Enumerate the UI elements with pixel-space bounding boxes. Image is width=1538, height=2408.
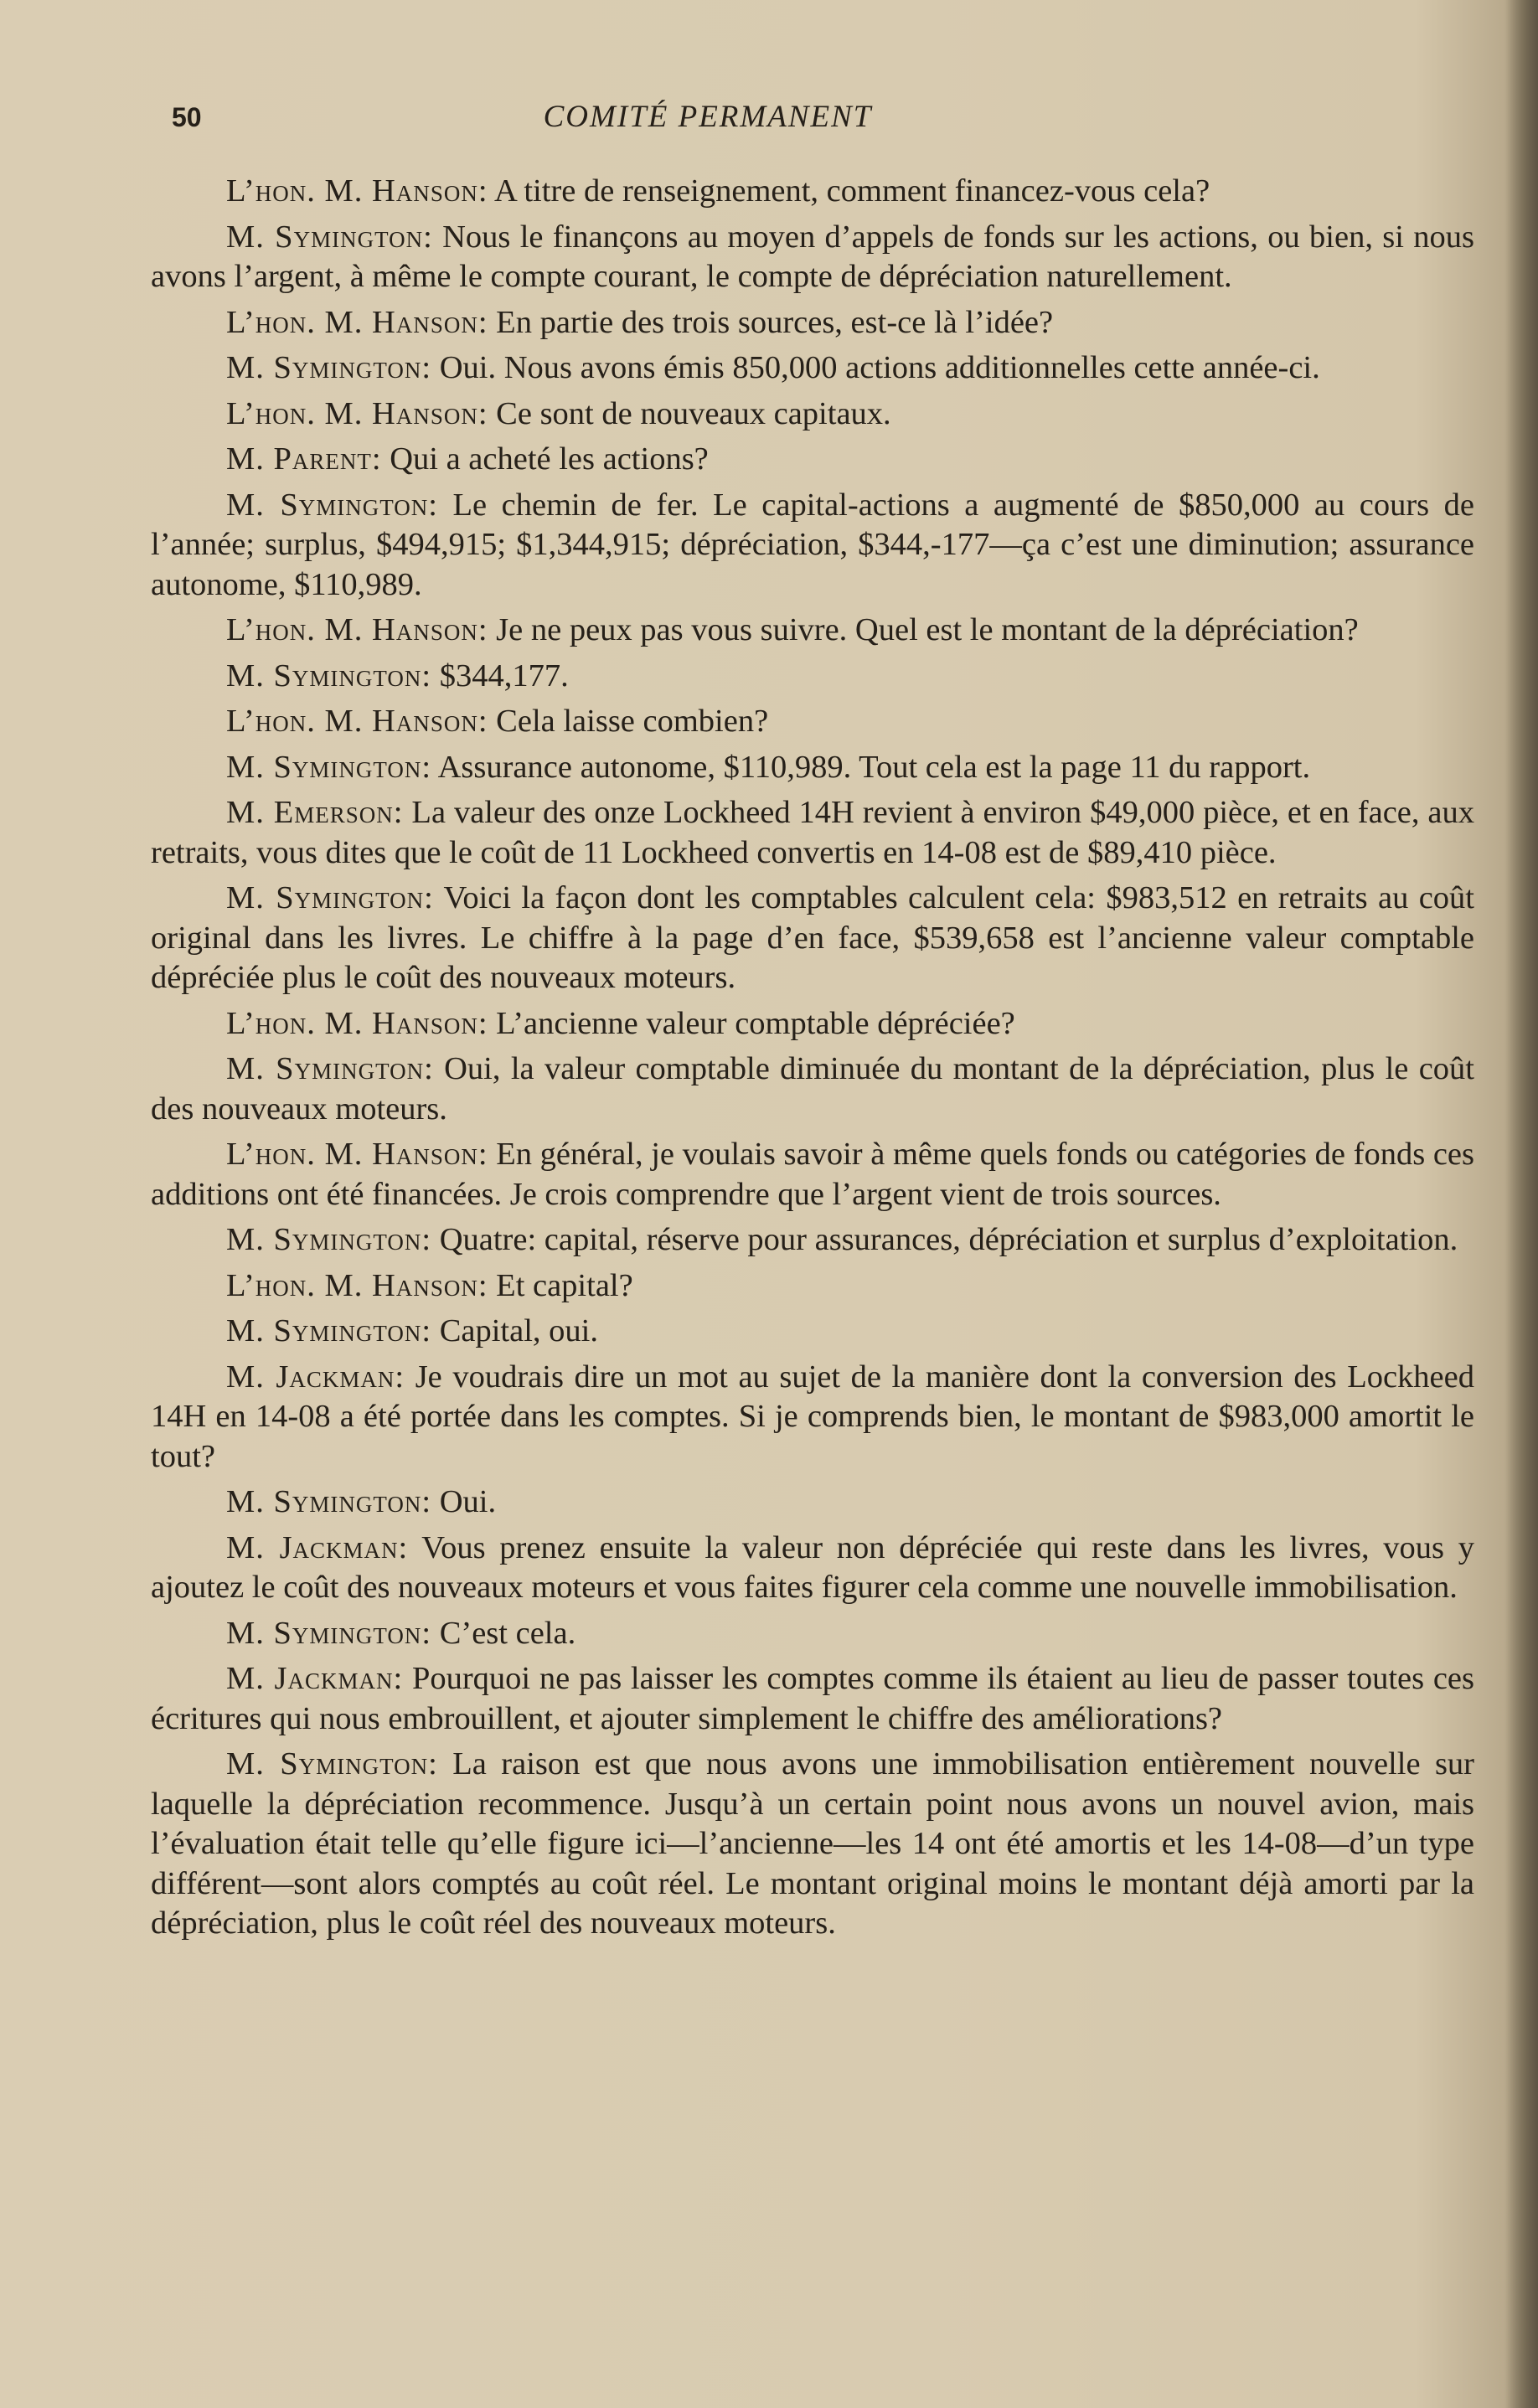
speech-text: Qui a acheté les actions?	[381, 441, 709, 477]
speaker-name: M. Jackman:	[226, 1359, 405, 1395]
speaker-name: M. Symington:	[226, 1746, 438, 1782]
transcript-paragraph	[151, 1614, 1474, 1654]
speech-text: Assurance autonome, $110,989. Tout cela est la page 11 du rapport.	[431, 749, 1311, 785]
transcript-paragraph	[151, 303, 1474, 343]
speaker-name: M. Symington:	[226, 219, 433, 255]
transcript-paragraph	[151, 486, 1474, 606]
transcript-paragraph	[151, 1482, 1474, 1523]
page-binding-edge	[1504, 0, 1538, 2408]
transcript-paragraph	[151, 611, 1474, 651]
speaker-name: M. Symington:	[226, 749, 432, 785]
speaker-name: L’hon. M. Hanson:	[226, 1137, 488, 1172]
speech-text: Capital, oui.	[431, 1313, 598, 1348]
speech-text: Pourquoi ne pas laisser les comptes comme ils étaient au lieu de passer toutes ces écritures qui nous embrouillent, et ajouter simplement le chiffre des améliorations?	[151, 1661, 1474, 1736]
speech-text: Ce sont de nouveaux capitaux.	[488, 395, 891, 431]
transcript-paragraph	[151, 172, 1474, 212]
speech-text: Oui, la valeur comptable diminuée du montant de la dépréciation, plus le coût des nouveaux moteurs.	[151, 1051, 1474, 1127]
speaker-name: M. Jackman:	[226, 1661, 404, 1696]
speech-text: Et capital?	[488, 1267, 633, 1303]
speaker-name: M. Symington:	[226, 1051, 434, 1086]
speaker-name: M. Symington:	[226, 1484, 432, 1519]
speaker-name: M. Parent:	[226, 441, 382, 477]
transcript-paragraph	[151, 440, 1474, 480]
speech-text: C’est cela.	[431, 1615, 576, 1651]
speaker-name: L’hon. M. Hanson:	[226, 173, 488, 209]
speech-text: Vous prenez ensuite la valeur non dépréciée qui reste dans les livres, vous y ajoutez le coût des nouveaux moteurs et vous faites figurer cela comme une nouvelle immobilisation.	[151, 1529, 1474, 1605]
transcript-paragraph	[151, 1358, 1474, 1477]
speech-text: Je ne peux pas vous suivre. Quel est le montant de la dépréciation?	[488, 612, 1359, 647]
transcript-paragraph	[151, 1220, 1474, 1261]
transcript-paragraph	[151, 1312, 1474, 1352]
speaker-name: M. Symington:	[226, 1615, 432, 1651]
transcript-paragraph	[151, 1745, 1474, 1944]
transcript-paragraph	[151, 348, 1474, 389]
speech-text: Quatre: capital, réserve pour assurances, dépréciation et surplus d’exploitation.	[431, 1222, 1458, 1257]
speaker-name: M. Symington:	[226, 350, 432, 385]
speaker-name: M. Symington:	[226, 1313, 432, 1348]
transcript-paragraph	[151, 879, 1474, 998]
transcript-paragraph	[151, 394, 1474, 435]
speaker-name: M. Symington:	[226, 657, 432, 694]
speaker-name: L’hon. M. Hanson:	[226, 1267, 488, 1303]
speaker-name: L’hon. M. Hanson:	[226, 395, 488, 431]
speech-text: En partie des trois sources, est-ce là l’idée?	[488, 304, 1054, 340]
transcript-paragraph	[151, 1135, 1474, 1214]
transcript-paragraph	[151, 1659, 1474, 1739]
speech-text: A titre de renseignement, comment financez-vous cela?	[488, 173, 1210, 209]
transcript-paragraph	[151, 1049, 1474, 1129]
page-header	[172, 99, 1479, 149]
speech-text: Le chemin de fer. Le capital-actions a augmenté de $850,000 au cours de l’année; surplus, $494,915; $1,344,915; dépréciation, $344,-177—ça c’est une diminution; assurance autonome, $110,989.	[151, 487, 1474, 602]
speech-text: La valeur des onze Lockheed 14H revient à environ $49,000 pièce, et en face, aux retraits, vous dites que le coût de 11 Lockheed convertis en 14-08 est de $89,410 pièce.	[151, 795, 1475, 870]
speaker-name: L’hon. M. Hanson:	[226, 304, 488, 340]
speaker-name: M. Symington:	[226, 880, 434, 915]
speech-text: Nous le finançons au moyen d’appels de fonds sur les actions, ou bien, si nous avons l’argent, à même le compte courant, le compte de dépréciation naturellement.	[151, 219, 1474, 294]
speech-text: $344,177.	[431, 657, 569, 694]
transcript-paragraph	[151, 748, 1474, 788]
transcript-body	[151, 172, 1474, 1950]
transcript-paragraph	[151, 793, 1474, 873]
speaker-name: M. Symington:	[226, 1222, 432, 1257]
speaker-name: L’hon. M. Hanson:	[226, 612, 488, 647]
speech-text: L’ancienne valeur comptable dépréciée?	[488, 1005, 1015, 1041]
transcript-paragraph	[151, 657, 1474, 697]
speech-text: Voici la façon dont les comptables calculent cela: $983,512 en retraits au coût original dans les livres. Le chiffre à la page d’en face, $539,658 est l’ancienne valeur comptable dépréciée plus le coût des nouveaux moteurs.	[151, 880, 1474, 995]
speaker-name: M. Jackman:	[226, 1529, 409, 1565]
running-head: COMITÉ PERMANENT	[543, 100, 873, 134]
speech-text: Je voudrais dire un mot au sujet de la manière dont la conversion des Lockheed 14H en 14-08 a été portée dans les comptes. Si je comprends bien, le montant de $983,000 amortit le tout?	[151, 1359, 1474, 1474]
speaker-name: M. Symington:	[226, 487, 438, 523]
speech-text: Oui. Nous avons émis 850,000 actions additionnelles cette année-ci.	[431, 350, 1320, 385]
transcript-paragraph	[151, 218, 1474, 297]
speaker-name: M. Emerson:	[226, 795, 404, 830]
speech-text: Oui.	[431, 1484, 497, 1519]
speech-text: En général, je voulais savoir à même quels fonds ou catégories de fonds ces additions ont été financées. Je crois comprendre que l’argent vient de trois sources.	[151, 1137, 1474, 1212]
speaker-name: L’hon. M. Hanson:	[226, 1005, 488, 1041]
speech-text: La raison est que nous avons une immobilisation entièrement nouvelle sur laquelle la dépréciation recommence. Jusqu’à un certain point nous avons un nouvel avion, mais l’évaluation était telle qu’elle figure ici—l’ancienne—les 14 ont été amortis et les 14-08—d’un type différent—sont alors comptés au coût réel. Le montant original moins le montant déjà amorti par la dépréciation, plus le coût réel des nouveaux moteurs.	[151, 1746, 1474, 1941]
transcript-paragraph	[151, 702, 1474, 742]
page-number: 50	[172, 102, 202, 132]
speaker-name: L’hon. M. Hanson:	[226, 704, 488, 739]
transcript-paragraph	[151, 1004, 1474, 1044]
speech-text: Cela laisse combien?	[488, 704, 769, 739]
transcript-paragraph	[151, 1529, 1474, 1608]
transcript-paragraph	[151, 1266, 1474, 1307]
